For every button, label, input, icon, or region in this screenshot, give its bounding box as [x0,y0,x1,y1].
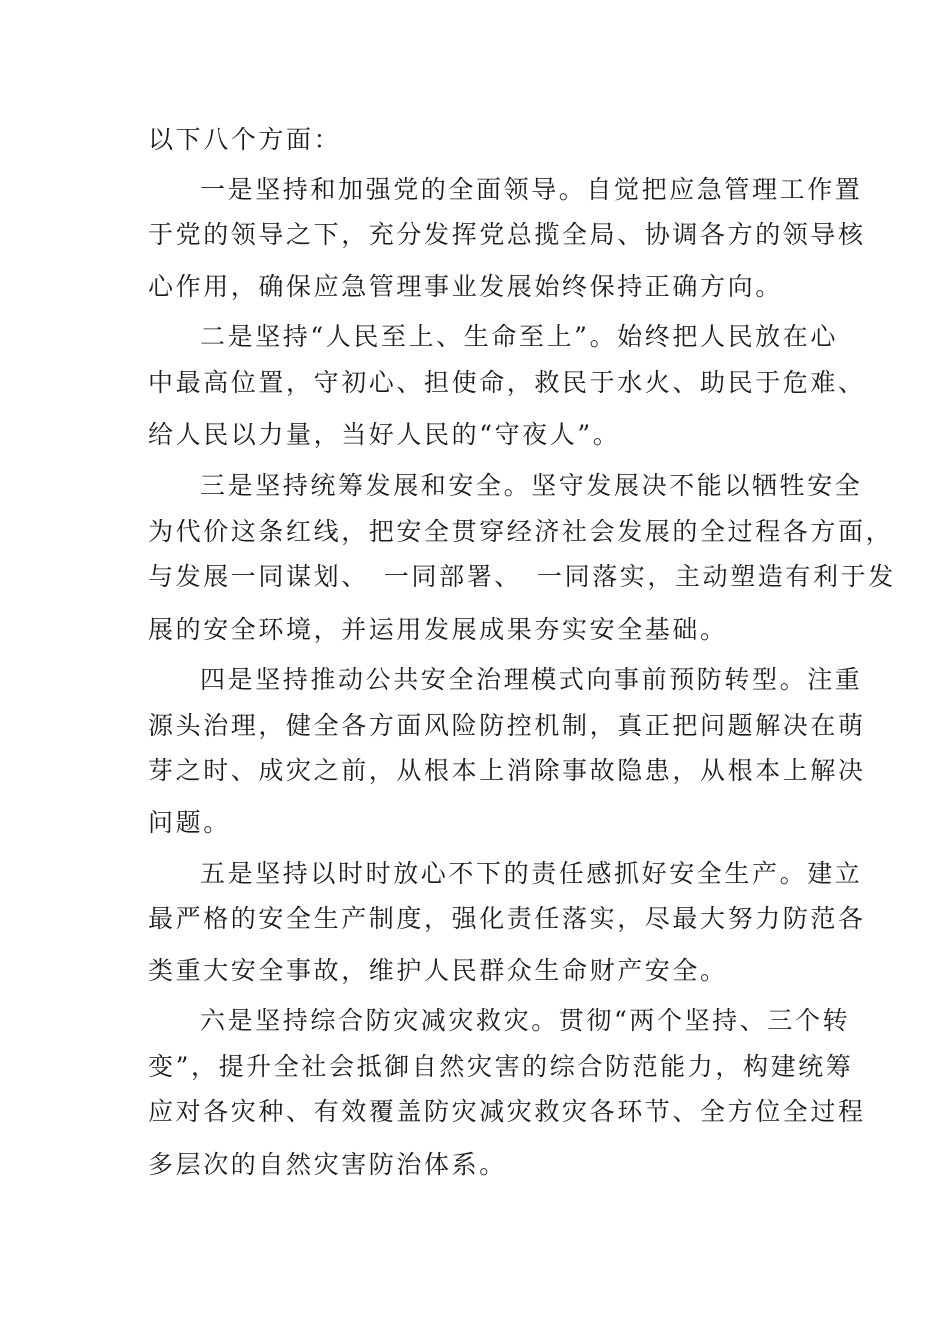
paragraph-6-line-4: 多层次的自然灾害防治体系。 [148,1150,507,1179]
paragraph-3-line-4: 展的安全环境，并运用发展成果夯实安全基础。 [148,615,728,644]
paragraph-1-line-3: 心作用，确保应急管理事业发展始终保持正确方向。 [148,272,783,301]
paragraph-3-line-3: 与发展一同谋划、 一同部署、 一同落实，主动塑造有利于发 [148,562,896,591]
text-line: 以下八个方面： [148,125,342,154]
paragraph-1-line-2: 于党的领导之下，充分发挥党总揽全局、协调各方的领导核 [148,220,866,249]
paragraph-4-line-1: 四是坚持推动公共安全治理模式向事前预防转型。注重 [200,665,863,694]
paragraph-1-line-1: 一是坚持和加强党的全面领导。自觉把应急管理工作置 [200,175,863,204]
paragraph-4-line-3: 芽之时、成灾之前，从根本上消除事故隐患，从根本上解决 [148,756,866,785]
paragraph-3-line-1: 三是坚持统筹发展和安全。坚守发展决不能以牺牲安全 [200,471,863,500]
paragraph-2-line-2: 中最高位置，守初心、担使命，救民于水火、助民于危难、 [148,368,866,397]
paragraph-5-line-1: 五是坚持以时时放心不下的责任感抓好安全生产。建立 [200,859,863,888]
paragraph-2-line-1: 二是坚持“人民至上、生命至上”。始终把人民放在心 [200,322,838,351]
paragraph-4-line-4: 问题。 [148,808,231,837]
paragraph-5-line-3: 类重大安全事故，维护人民群众生命财产安全。 [148,956,728,985]
paragraph-3-line-2: 为代价这条红线，把安全贯穿经济社会发展的全过程各方面， [148,517,894,546]
paragraph-6-line-2: 变”，提升全社会抵御自然灾害的综合防范能力，构建统筹 [148,1052,854,1081]
paragraph-4-line-2: 源头治理，健全各方面风险防控机制，真正把问题解决在萌 [148,711,866,740]
paragraph-2-line-3: 给人民以力量，当好人民的“守夜人”。 [148,420,621,449]
paragraph-5-line-2: 最严格的安全生产制度，强化责任落实，尽最大努力防范各 [148,904,866,933]
paragraph-6-line-1: 六是坚持综合防灾减灾救灾。贯彻“两个坚持、三个转 [200,1006,851,1035]
paragraph-6-line-3: 应对各灾种、有效覆盖防灾减灾救灾各环节、全方位全过程 [148,1097,866,1126]
